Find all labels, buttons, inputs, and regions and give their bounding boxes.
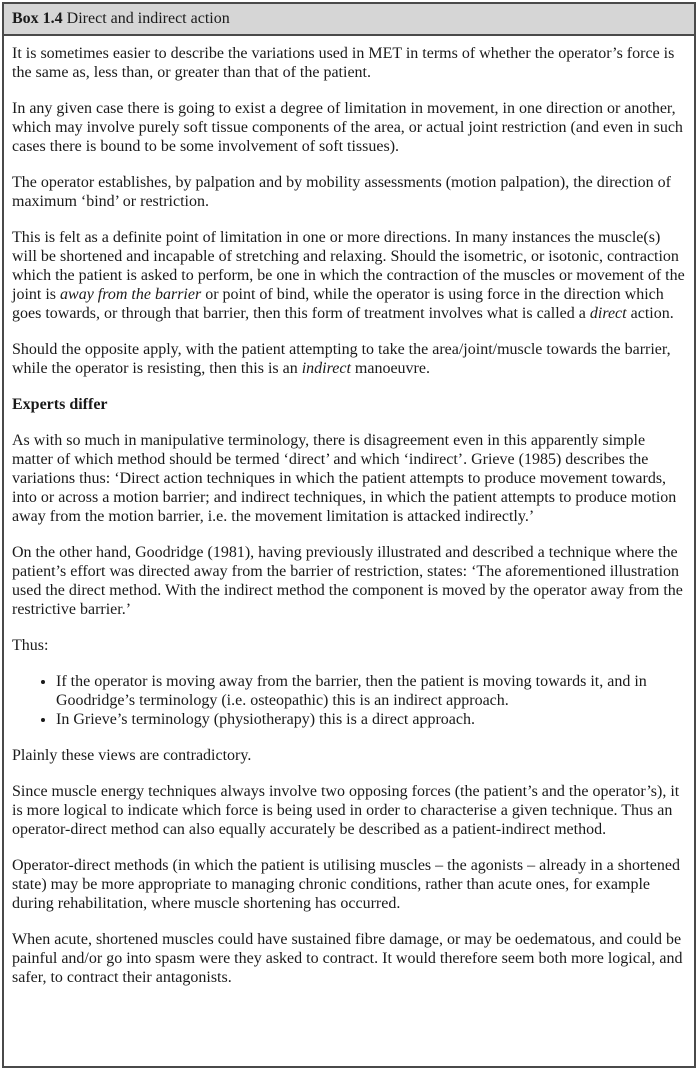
paragraph bbox=[12, 228, 686, 323]
list-item: • In Grieve’s terminology (physiotherapy) this is a direct approach. bbox=[56, 710, 686, 729]
list-item: • If the operator is moving away from the barrier, then the patient is moving towards it, and in Goodridge’s terminology (i.e. osteopathic) this is an indirect approach. bbox=[56, 672, 686, 710]
emphasis: direct bbox=[589, 305, 627, 322]
paragraph: Plainly these views are contradictory. bbox=[12, 747, 252, 764]
box-label: Box 1.4 bbox=[12, 10, 63, 27]
bullet-list bbox=[12, 672, 686, 729]
box-header bbox=[4, 4, 694, 36]
emphasis: indirect bbox=[301, 360, 351, 377]
text-run: This is felt as a definite point of limitation in one or more directions. In many instances the muscle(s) will be shortened and incapable of stretching and relaxing. Should the isometric, or isotonic, contraction which the patient is asked to perform, be one in which the contraction of the muscles or movement of the joint is bbox=[12, 229, 685, 303]
paragraph: The operator establishes, by palpation and by mobility assessments (motion palpation), the direction of maximum ‘bind’ or restriction. bbox=[12, 174, 671, 210]
emphasis: away from the barrier bbox=[60, 286, 202, 303]
paragraph: As with so much in manipulative terminology, there is disagreement even in this apparently simple matter of which method should be termed ‘direct’ and which ‘indirect’. Grieve (1985) describes the variations thus: ‘Direct action techniques in which the patient attempts to produce movement towards, into or across a motion barrier; and indirect techniques, in which the patient attempts to produce motion away from the motion barrier, i.e. the movement limitation is attacked indirectly.’ bbox=[12, 432, 677, 525]
box-title: Direct and indirect action bbox=[66, 10, 230, 27]
text-run: Should the opposite apply, with the patient attempting to take the area/joint/muscle towards the barrier, while the operator is resisting, then this is an bbox=[12, 341, 671, 377]
text-run: or point of bind, while the operator is using force in the direction which goes towards, or through that barrier, then this form of treatment involves what is called a bbox=[12, 286, 664, 322]
text-run: action. bbox=[626, 305, 674, 322]
paragraph: It is sometimes easier to describe the variations used in MET in terms of whether the operator’s force is the same as, less than, or greater than that of the patient. bbox=[12, 45, 675, 81]
text-run: manoeuvre. bbox=[350, 360, 430, 377]
paragraph: Thus: bbox=[12, 637, 49, 654]
paragraph: Since muscle energy techniques always involve two opposing forces (the patient’s and the operator’s), it is more logical to indicate which force is being used in order to characterise a given technique. Thus an operator-direct method can also equally accurately be described as a patient-indirect method. bbox=[12, 783, 680, 838]
paragraph bbox=[12, 340, 686, 378]
paragraph: In any given case there is going to exist a degree of limitation in movement, in one direction or another, which may involve purely soft tissue components of the area, or actual joint restriction (and even in such cases there is bound to be some involvement of soft tissues). bbox=[12, 100, 683, 155]
paragraph: Operator-direct methods (in which the patient is utilising muscles – the agonists – already in a shortened state) may be more appropriate to managing chronic conditions, rather than acute ones, for example during rehabilitation, where muscle shortening has occurred. bbox=[12, 857, 680, 912]
box-content bbox=[4, 36, 694, 987]
paragraph: On the other hand, Goodridge (1981), having previously illustrated and described a technique where the patient’s effort was directed away from the barrier of restriction, states: ‘The aforementioned illustration used the direct method. With the indirect method the component is moved by the operator away from the restrictive barrier.’ bbox=[12, 544, 683, 618]
section-heading: Experts differ bbox=[12, 396, 108, 413]
text-box bbox=[2, 2, 696, 1068]
paragraph: When acute, shortened muscles could have sustained fibre damage, or may be oedematous, and could be painful and/or go into spasm were they asked to contract. It would therefore seem both more logical, and safer, to contract their antagonists. bbox=[12, 931, 683, 986]
